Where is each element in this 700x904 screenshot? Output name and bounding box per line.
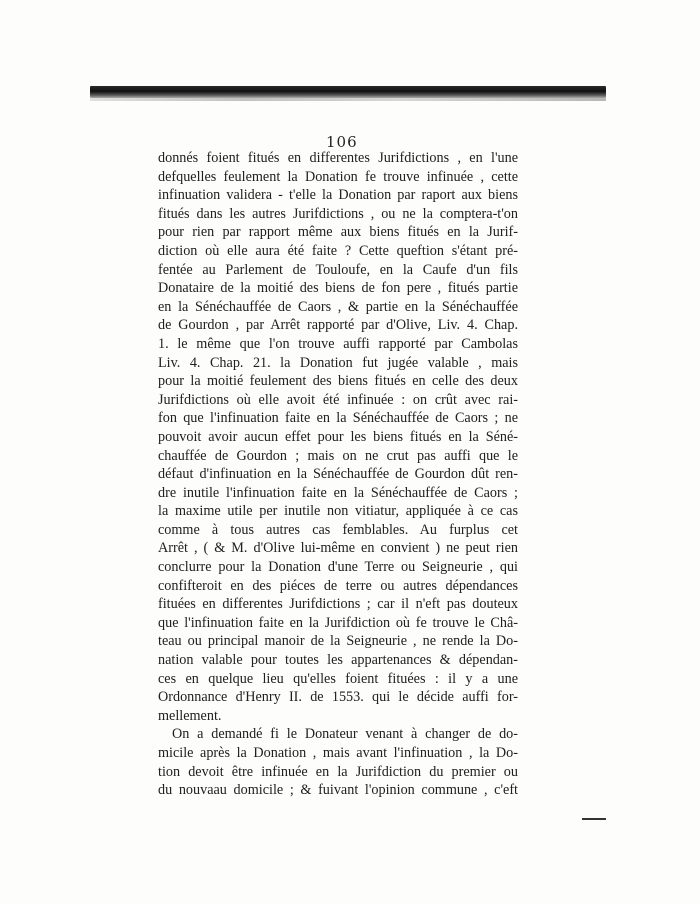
header-rule	[90, 86, 606, 98]
text-line: fentée au Parlement de Touloufe, en la Caufe d'un fils	[158, 261, 518, 278]
text-line: confifteroit en des piéces de terre ou autres dépendances	[158, 577, 518, 594]
text-line: fitués dans les autres Jurifdictions , ou ne la comptera-t'on	[158, 205, 518, 222]
text-line: nation valable pour toutes les appartenances & dépendan-	[158, 652, 518, 669]
text-line: Ordonnance d'Henry II. de 1553. qui le décide auffi for-	[158, 689, 518, 706]
text-line: On a demandé fi le Donateur venant à changer de do-	[172, 726, 518, 743]
text-line: defquelles feulement la Donation fe trouve infinuée , cette	[158, 168, 518, 185]
text-line: la maxime utile per inutile non vitiatur, appliquée à ce cas	[158, 503, 518, 520]
page-number: 106	[326, 133, 358, 151]
text-line: Jurifdictions où elle avoit été infinuée : on crût avec rai-	[158, 391, 518, 408]
text-line: Liv. 4. Chap. 21. la Donation fut jugée valable , mais	[158, 354, 518, 371]
text-line: diction où elle aura été faite ? Cette queftion s'étant pré-	[158, 242, 518, 259]
text-line: donnés foient fitués en differentes Jurifdictions , en l'une	[158, 150, 518, 166]
text-line: tion devoit être infinuée en la Jurifdiction du premier ou	[158, 763, 518, 780]
text-line: fon que l'infinuation faite en la Sénéchauffée de Caors ; ne	[158, 410, 518, 427]
text-line: comme à tous autres cas femblables. Au furplus cet	[158, 521, 518, 538]
text-line: mellement.	[158, 707, 222, 724]
text-line: Donataire de la moitié des biens de fon pere , fitués partie	[158, 280, 518, 297]
text-line: fituées en differentes Jurifdictions ; car il n'eft pas douteux	[158, 596, 518, 613]
text-line: en la Sénéchauffée de Caors , & partie en la Sénéchauffée	[158, 298, 518, 315]
text-line: de Gourdon , par Arrêt rapporté par d'Olive, Liv. 4. Chap.	[158, 317, 518, 334]
margin-mark	[582, 818, 606, 820]
text-line: que l'infinuation faite en la Jurifdiction où fe trouve le Châ-	[158, 614, 518, 631]
text-line: conclurre pour la Donation d'une Terre ou Seigneurie , qui	[158, 559, 518, 576]
text-line: 1. le même que l'on trouve auffi rapporté par Cambolas	[158, 335, 518, 352]
text-line: chauffée de Gourdon ; mais on ne crut pas auffi que le	[158, 447, 518, 464]
text-line: infinuation validera - t'elle la Donation par raport aux biens	[158, 187, 518, 204]
text-line: Arrêt , ( & M. d'Olive lui-même en convient ) ne peut rien	[158, 540, 518, 557]
text-line: pouvoit avoir aucun effet pour les biens fitués en la Séné-	[158, 428, 518, 445]
text-line: du nouvaau domicile ; & fuivant l'opinion commune , c'eft	[158, 782, 518, 799]
text-line: micile après la Donation , mais avant l'infinuation , la Do-	[158, 745, 518, 761]
text-line: teau ou principal manoir de la Seigneurie , ne rende la Do-	[158, 633, 518, 650]
text-line: pour rien par rapport même aux biens fitués en la Jurif-	[158, 224, 518, 241]
text-line: ces en quelque lieu qu'elles foient fituées : il y a une	[158, 670, 518, 687]
text-line: défaut d'infinuation en la Sénéchauffée de Gourdon dût ren-	[158, 466, 518, 483]
text-line: pour la moitié feulement des biens fitués en celle des deux	[158, 373, 518, 390]
body-text	[158, 149, 518, 800]
text-line: dre inutile l'infinuation faite en la Sénéchauffée de Caors ;	[158, 484, 518, 501]
